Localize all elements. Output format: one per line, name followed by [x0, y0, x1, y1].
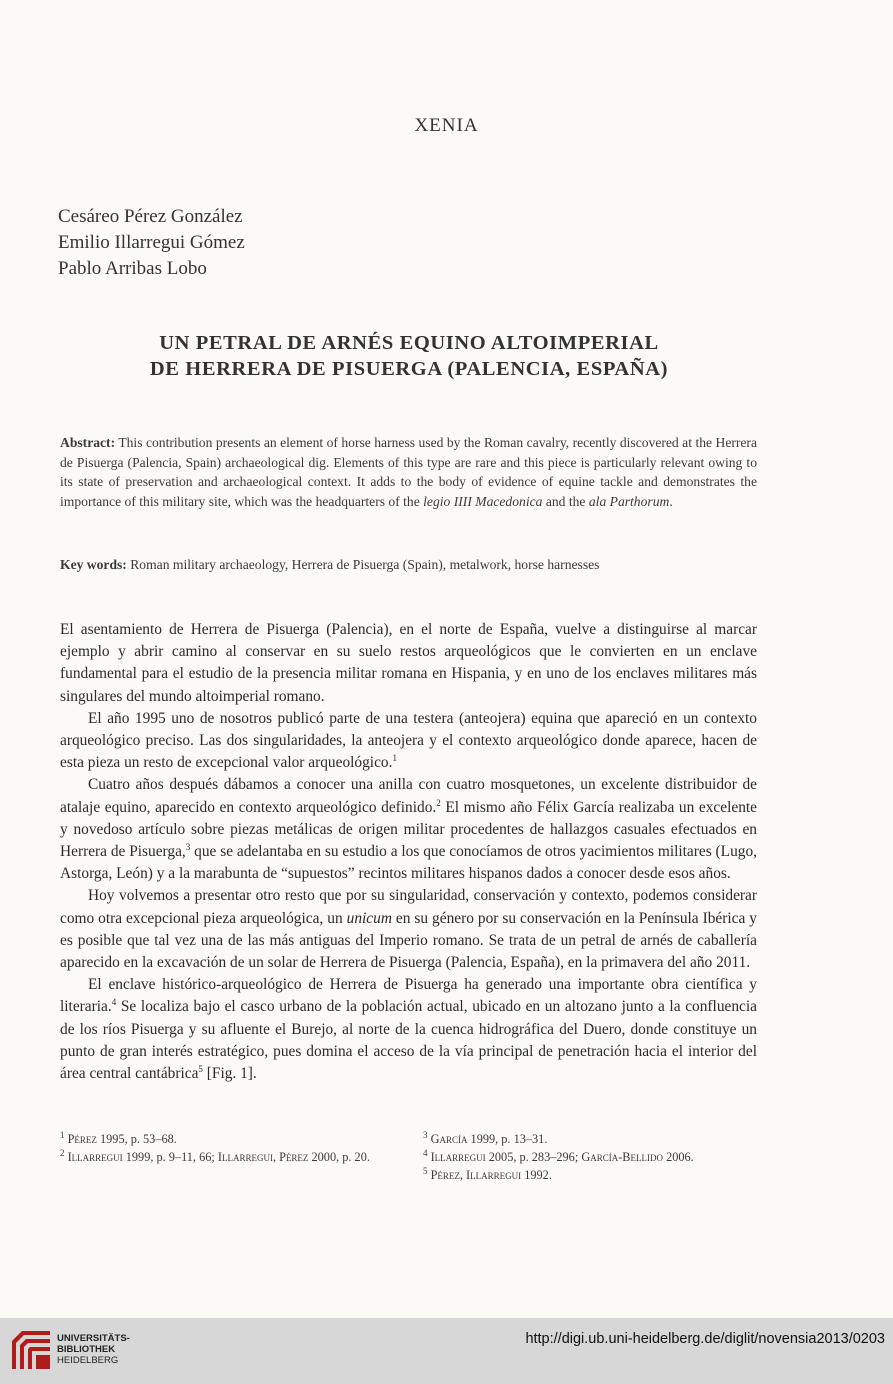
- footnote-number: 3: [423, 1129, 428, 1140]
- footnote: [60, 1130, 380, 1148]
- paragraph: [60, 885, 757, 974]
- author-list: [58, 204, 245, 282]
- footnote-author: García: [430, 1132, 468, 1146]
- footnote-text: 1992.: [521, 1168, 552, 1182]
- footnote-ref[interactable]: 2: [436, 797, 441, 808]
- footnote-text: 2000, p. 20.: [308, 1150, 370, 1164]
- author-name: Emilio Illarregui Gómez: [58, 232, 245, 253]
- footnote: [60, 1148, 380, 1166]
- paragraph: [60, 619, 757, 708]
- abstract-text: and the: [542, 493, 589, 509]
- author-name: Cesáreo Pérez González: [58, 206, 243, 227]
- library-name: [57, 1333, 130, 1366]
- footnote-author: Pérez: [67, 1132, 97, 1146]
- footnote-number: 1: [60, 1129, 65, 1140]
- paragraph-text: en su género por su conservación en la Península Ibérica y es posible que tal vez una de las más antiguas del Imperio romano. Se trata de un petral de arnés de caballería aparecido en la excavación de un solar de Herrera de Pisuerga (Palencia, España), en la primavera del año 2011.: [60, 909, 757, 972]
- footnote-author: Illarregui: [67, 1150, 123, 1164]
- footnote-ref[interactable]: 3: [185, 841, 191, 852]
- article-title-line: DE HERRERA DE PISUERGA (PALENCIA, ESPAÑA): [149, 358, 669, 380]
- footnote-number: 2: [60, 1147, 65, 1158]
- footer-bar: [0, 1318, 893, 1384]
- author-name: Pablo Arribas Lobo: [58, 258, 207, 279]
- footnote-ref[interactable]: 5: [198, 1063, 203, 1074]
- footnote-author: Pérez, Illarregui: [430, 1168, 522, 1182]
- abstract-text: .: [669, 493, 673, 509]
- footnote-author: García-Bellido: [581, 1150, 663, 1164]
- abstract-italic: ala Parthorum: [588, 493, 670, 509]
- paragraph: [60, 974, 757, 1085]
- paragraph-text: Hoy volvemos a presentar otro resto que por su singularidad, conservación y contexto, podemos considerar como otra excepcional pieza arqueológica, un: [60, 887, 757, 927]
- paragraph: [60, 708, 757, 775]
- footnote-author: Illarregui: [430, 1150, 486, 1164]
- paragraph-text: Cuatro años después dábamos a conocer una anilla con cuatro mosquetones, un excelente distribuidor de atalaje equino, aparecido en contexto arqueológico definido.: [60, 776, 757, 816]
- paragraph-text: El enclave histórico-arqueológico de Herrera de Pisuerga ha generado una importante obra científica y literaria.: [60, 976, 757, 1016]
- library-logo-icon[interactable]: [8, 1327, 54, 1373]
- paragraph-text: El año 1995 uno de nosotros publicó parte de una testera (anteojera) equina que apareció en un contexto arqueológico preciso. Las dos singularidades, la anteojera y el contexto arqueológico donde aparece, hacen de esta pieza un resto de excepcional valor arqueológico.: [60, 709, 757, 772]
- footnote-ref[interactable]: 4: [111, 997, 117, 1008]
- paragraph-text: El mismo año Félix García realizaba un excelente y novedoso artículo sobre piezas metálicas de origen militar procedentes de hallazgos casuales efectuados en Herrera de Pisuerga,: [60, 798, 758, 861]
- footnote-text: 2005, p. 283–296;: [485, 1150, 582, 1164]
- keywords: [60, 555, 757, 574]
- abstract-label: Abstract:: [60, 435, 116, 450]
- footnotes-left: [60, 1130, 380, 1166]
- paragraph-text: Se localiza bajo el casco urbano de la población actual, ubicado en un altozano junto a la confluencia de los ríos Pisuerga y su afluente el Burejo, al norte de la cuenca hidrográfica del Duero, donde constituye un punto de gran interés estratégico, pues domina el acceso de la vía principal de penetración hacia el interior del área central cantábrica: [60, 998, 757, 1083]
- abstract-text: This contribution presents an element of horse harness used by the Roman cavalry, recently discovered at the Herrera de Pisuerga (Palencia, Spain) archaeological dig. Elements of this type are rare and this piece is particularly relevant owing to its state of preservation and archaeological context. It adds to the body of evidence of equine tackle and demonstrates the importance of this military site, which was the headquarters of the: [60, 435, 757, 509]
- keywords-text: Roman military archaeology, Herrera de Pisuerga (Spain), metalwork, horse harnesses: [126, 557, 600, 572]
- paragraph-text: El asentamiento de Herrera de Pisuerga (Palencia), en el norte de España, vuelve a distinguirse al marcar ejemplo y abrir camino al conservar en su suelo restos arqueológicos que le convierten en un enclave fundamental para el estudio de la presencia militar romana en Hispania, y en uno de los enclaves militares más singulares del mundo altoimperial romano.: [60, 621, 757, 705]
- footnote-ref[interactable]: 1: [392, 753, 397, 764]
- footnote: [423, 1130, 763, 1148]
- article-title-line: UN PETRAL DE ARNÉS EQUINO ALTOIMPERIAL: [159, 332, 659, 354]
- footnote-text: 2006.: [663, 1150, 694, 1164]
- article-title: [0, 330, 818, 382]
- footnote: [423, 1166, 763, 1184]
- paragraph: [60, 774, 757, 885]
- footnote: [423, 1148, 763, 1166]
- footnote-text: 1995, p. 53–68.: [96, 1132, 177, 1146]
- footnote-text: 1999, p. 9–11, 66;: [122, 1150, 218, 1164]
- source-url-link[interactable]: http://digi.ub.uni-heidelberg.de/diglit/novensia2013/0203: [525, 1331, 885, 1347]
- library-name-line: BIBLIOTHEK: [57, 1344, 116, 1355]
- abstract-italic: legio IIII Macedonica: [423, 493, 543, 509]
- keywords-label: Key words:: [60, 557, 127, 572]
- library-name-line: HEIDELBERG: [57, 1355, 119, 1366]
- paragraph-text: que se adelantaba en su estudio a los que conocíamos de otros yacimientos militares (Lugo, Astorga, León) y a la marabunta de “supuestos” recintos militares hispanos dados a conocer desde esos años.: [60, 843, 758, 883]
- footnotes-right: [423, 1130, 763, 1184]
- section-title: XENIA: [414, 115, 479, 136]
- italic-term: unicum: [346, 909, 392, 927]
- footnote-number: 4: [423, 1147, 428, 1158]
- abstract: [60, 433, 757, 511]
- footnote-number: 5: [423, 1165, 428, 1176]
- footnote-text: 1999, p. 13–31.: [467, 1132, 548, 1146]
- footnote-author: Illarregui, Pérez: [217, 1150, 309, 1164]
- library-name-line: UNIVERSITÄTS-: [57, 1333, 130, 1344]
- body-text: [60, 619, 757, 1085]
- paragraph-text: [Fig. 1].: [202, 1065, 257, 1083]
